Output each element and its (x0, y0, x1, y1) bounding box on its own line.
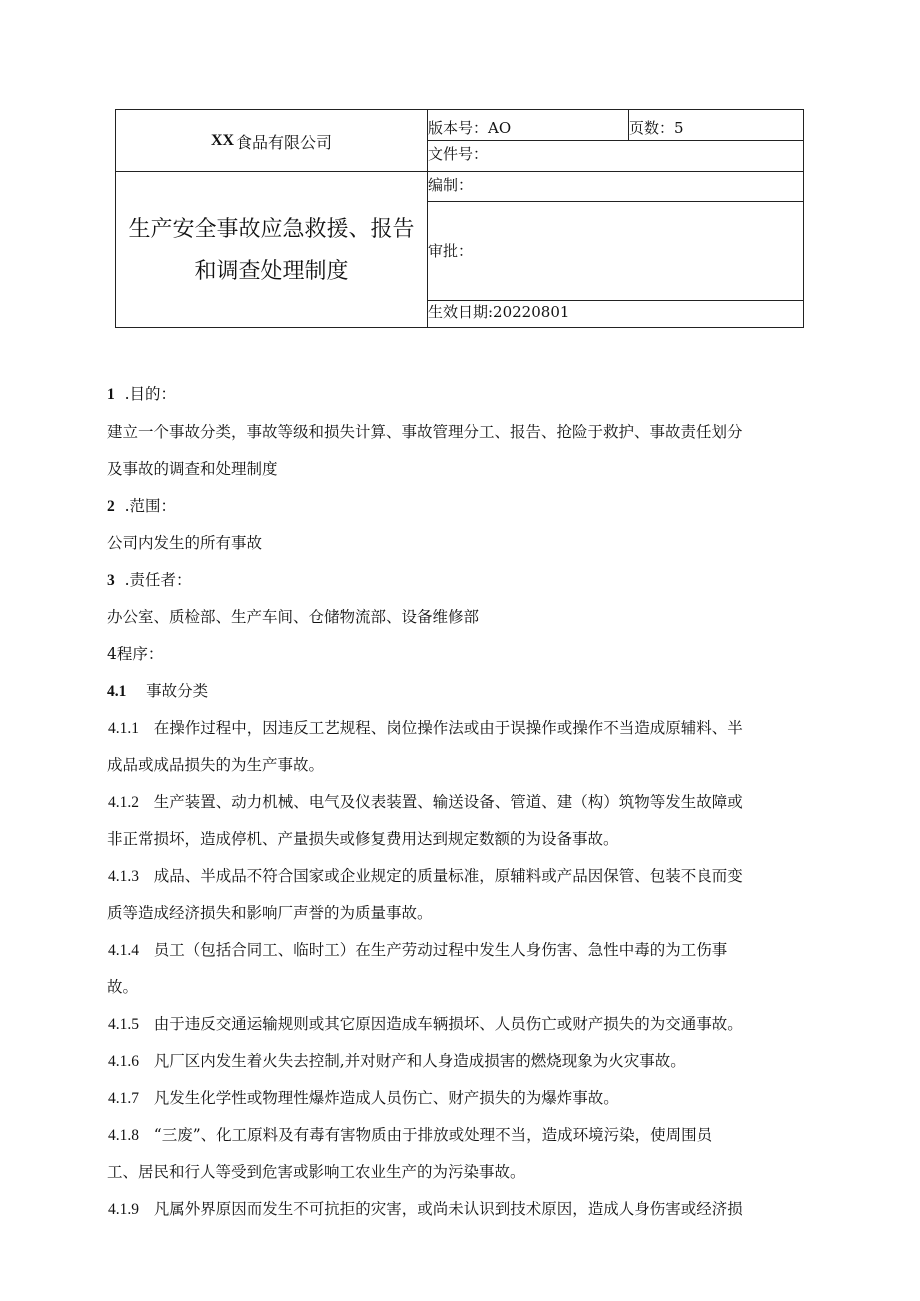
section-2-heading (107, 496, 176, 517)
section-1-body-line: 建立一个事故分类，事故等级和损失计算、事故管理分工、报告、抢险于救护、事故责任划分 (107, 423, 743, 441)
subsection-4-1-heading (107, 681, 208, 702)
item-line: 非正常损坏，造成停机、产量损失或修复费用达到规定数额的为设备事故。 (107, 830, 619, 848)
effective-date-field: 生效日期:20220801 (428, 303, 570, 321)
item-text: 成品、半成品不符合国家或企业规定的质量标准，原辅料或产品因保管、包装不良而变 (153, 867, 743, 885)
section-number: 1 (107, 386, 115, 403)
subsection-number: 4.1 (107, 683, 127, 700)
item-number: 4.1.2 (108, 794, 139, 811)
version-field: 版本号：AO (428, 119, 512, 137)
item-number: 4.1.1 (108, 720, 139, 737)
item-number: 4.1.4 (108, 942, 139, 959)
company-name-bold: XX (210, 132, 235, 149)
item-line (108, 1088, 619, 1109)
section-4-heading: 4程序： (107, 645, 164, 663)
item-line (108, 1014, 743, 1035)
item-text: 生产装置、动力机械、电气及仪表装置、输送设备、管道、建（构）筑物等发生故障或 (153, 793, 743, 811)
item-text: “三废”、化工原料及有毒有害物质由于排放或处理不当，造成环境污染，使周围员 (153, 1126, 713, 1144)
document-title (116, 172, 427, 329)
approver-field: 审批： (428, 242, 474, 260)
section-title: .目的： (124, 385, 177, 403)
section-3-heading (107, 570, 192, 591)
item-text: 凡发生化学性或物理性爆炸造成人员伤亡、财产损失的为爆炸事故。 (153, 1089, 619, 1107)
item-number: 4.1.8 (108, 1127, 139, 1144)
file-number-field: 文件号： (428, 145, 489, 163)
item-line: 工、居民和行人等受到危害或影响工农业生产的为污染事故。 (107, 1163, 526, 1181)
section-1-heading (107, 384, 176, 405)
item-line (108, 866, 743, 887)
table-divider (427, 201, 803, 202)
item-number: 4.1.3 (108, 868, 139, 885)
section-title: .范围： (124, 497, 177, 515)
item-line: 质等造成经济损失和影响厂声誉的为质量事故。 (107, 904, 433, 922)
item-line (108, 792, 743, 813)
item-text: 凡厂区内发生着火失去控制,并对财产和人身造成损害的燃烧现象为火灾事故。 (153, 1052, 686, 1070)
section-number: 3 (107, 572, 115, 589)
item-text: 由于违反交通运输规则或其它原因造成车辆损坏、人员伤亡或财产损失的为交通事故。 (153, 1015, 743, 1033)
item-line: 成品或成品损失的为生产事故。 (107, 756, 325, 774)
item-number: 4.1.6 (108, 1053, 139, 1070)
section-title: .责任者： (124, 571, 192, 589)
item-text: 凡属外界原因而发生不可抗拒的灾害，或尚未认识到技术原因，造成人身伤害或经济损 (153, 1200, 743, 1218)
section-3-body-line: 办公室、质检部、生产车间、仓储物流部、设备维修部 (107, 608, 480, 626)
company-name-rest: 食品有限公司 (236, 132, 333, 152)
item-number: 4.1.7 (108, 1090, 139, 1107)
section-2-body-line: 公司内发生的所有事故 (107, 534, 263, 552)
item-line (108, 940, 727, 961)
document-header-table (115, 109, 804, 328)
item-text: 在操作过程中，因违反工艺规程、岗位操作法或由于误操作或操作不当造成原辅料、半 (153, 719, 743, 737)
subsection-title: 事故分类 (146, 682, 209, 700)
document-title-text: 生产安全事故应急救援、报告和调查处理制度 (128, 216, 415, 284)
page-count-field: 页数：5 (629, 119, 684, 137)
item-number: 4.1.5 (108, 1016, 139, 1033)
item-line (108, 718, 743, 739)
item-line: 故。 (107, 978, 139, 996)
section-1-body-line: 及事故的调查和处理制度 (107, 460, 278, 478)
company-name (116, 110, 427, 172)
item-line (108, 1051, 686, 1072)
section-number: 2 (107, 498, 115, 515)
item-text: 员工（包括合同工、临时工）在生产劳动过程中发生人身伤害、急性中毒的为工伤事 (153, 941, 728, 959)
table-divider (427, 300, 803, 301)
item-line (108, 1125, 712, 1146)
item-line (108, 1199, 743, 1220)
table-divider (427, 110, 428, 327)
table-divider (427, 140, 803, 141)
editor-field: 编制： (428, 176, 474, 194)
item-number: 4.1.9 (108, 1201, 139, 1218)
